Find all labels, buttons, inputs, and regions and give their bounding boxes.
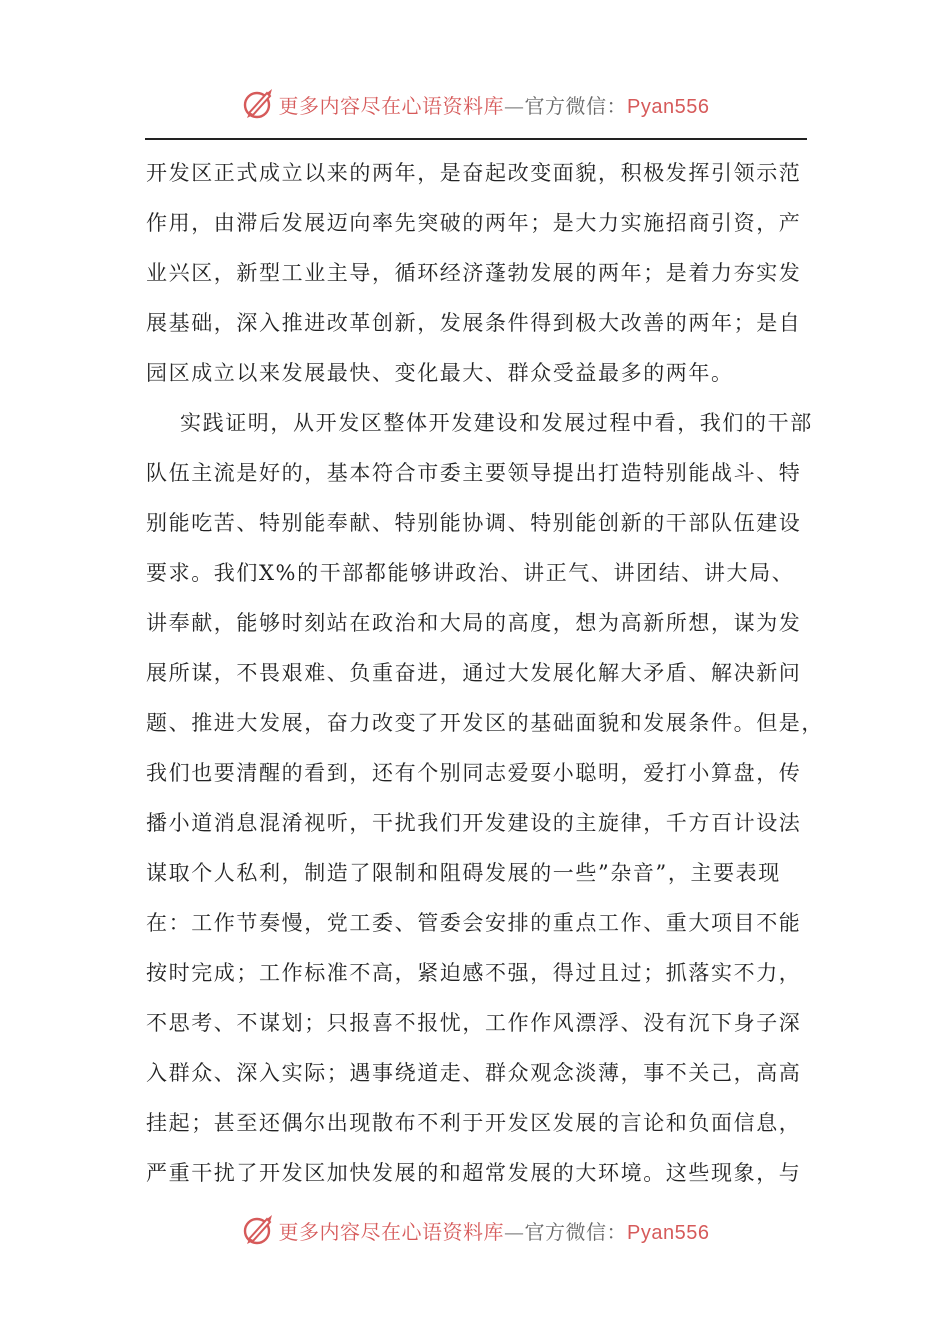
quill-pen-logo-icon <box>241 87 275 121</box>
text-line: 挂起；甚至还偶尔出现散布不利于开发区发展的言论和负面信息， <box>146 1111 802 1135</box>
text-line: 要求。我们X%的干部都能够讲政治、讲正气、讲团结、讲大局、 <box>146 561 795 585</box>
footer-banner-text <box>279 1216 710 1245</box>
header-banner-main: 更多内容尽在心语资料库 <box>278 93 505 118</box>
text-line: 讲奉献，能够时刻站在政治和大局的高度，想为高新所想，谋为发 <box>146 611 802 635</box>
quill-pen-logo-icon <box>241 1213 275 1247</box>
text-line: 园区成立以来发展最快、变化最大、群众受益最多的两年。 <box>146 361 734 385</box>
text-line: 别能吃苦、特别能奉献、特别能协调、特别能创新的干部队伍建设 <box>146 511 802 535</box>
text-line: 展基础，深入推进改革创新，发展条件得到极大改善的两年；是自 <box>146 311 802 335</box>
document-body <box>146 148 824 1198</box>
text-line: 在：工作节奏慢，党工委、管委会安排的重点工作、重大项目不能 <box>146 911 802 935</box>
footer-banner-dash: — <box>504 1219 525 1244</box>
header-banner-text <box>279 90 710 119</box>
paragraph-start-line: 实践证明，从开发区整体开发建设和发展过程中看，我们的干部 <box>180 411 813 435</box>
footer-banner <box>0 1210 950 1250</box>
text-line: 开发区正式成立以来的两年，是奋起改变面貌，积极发挥引领示范 <box>146 161 802 185</box>
text-line: 题、推进大发展，奋力改变了开发区的基础面貌和发展条件。但是， <box>146 711 824 735</box>
footer-banner-handle: Pyan556 <box>627 1221 710 1244</box>
text-line: 我们也要清醒的看到，还有个别同志爱耍小聪明，爱打小算盘，传 <box>146 761 802 785</box>
text-line: 入群众、深入实际；遇事绕道走、群众观念淡薄，事不关己，高高 <box>146 1061 802 1085</box>
header-divider <box>145 138 807 140</box>
text-line: 业兴区，新型工业主导，循环经济蓬勃发展的两年；是着力夯实发 <box>146 261 802 285</box>
text-line: 不思考、不谋划；只报喜不报忧，工作作风漂浮、没有沉下身子深 <box>146 1011 802 1035</box>
footer-banner-main: 更多内容尽在心语资料库 <box>278 1219 505 1244</box>
text-line: 严重干扰了开发区加快发展的和超常发展的大环境。这些现象，与 <box>146 1161 802 1185</box>
header-banner-official: 官方微信： <box>524 93 628 118</box>
text-line: 队伍主流是好的，基本符合市委主要领导提出打造特别能战斗、特 <box>146 461 802 485</box>
header-banner <box>0 84 950 124</box>
text-line: 谋取个人私利，制造了限制和阻碍发展的一些”杂音”，主要表现 <box>146 861 781 885</box>
text-line: 作用，由滞后发展迈向率先突破的两年；是大力实施招商引资，产 <box>146 211 802 235</box>
footer-banner-official: 官方微信： <box>524 1219 628 1244</box>
text-line: 展所谋，不畏艰难、负重奋进，通过大发展化解大矛盾、解决新问 <box>146 661 802 685</box>
header-banner-handle: Pyan556 <box>627 95 710 118</box>
text-line: 按时完成；工作标准不高，紧迫感不强，得过且过；抓落实不力， <box>146 961 802 985</box>
text-line: 播小道消息混淆视听，干扰我们开发建设的主旋律，千方百计设法 <box>146 811 802 835</box>
header-banner-dash: — <box>504 93 525 118</box>
